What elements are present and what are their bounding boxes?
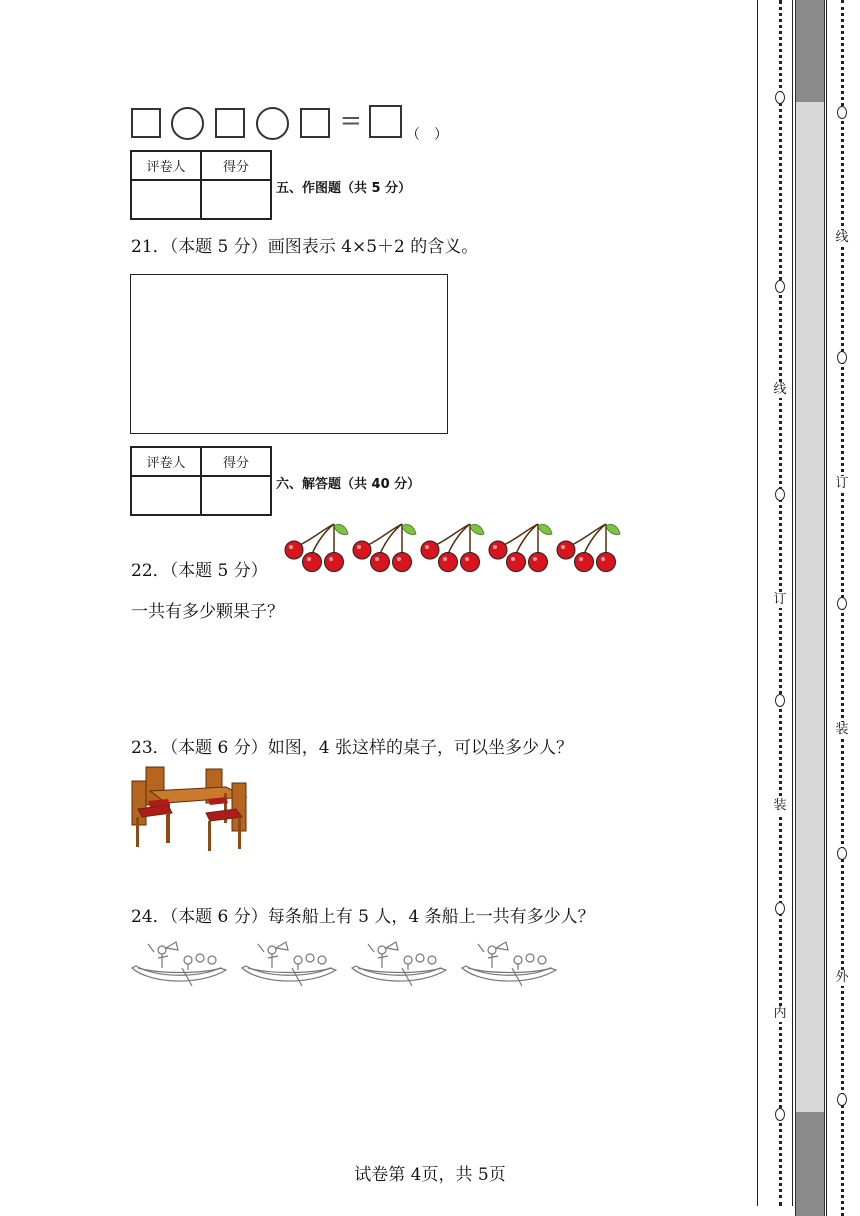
cherry-group-2	[353, 524, 416, 572]
binding-hole	[775, 694, 785, 707]
score-cell[interactable]	[201, 476, 271, 515]
question-23: 23．（本题 6 分）如图，4 张这样的桌子，可以坐多少人？	[131, 738, 573, 758]
binding-label-inner-2: 订	[773, 592, 787, 607]
blank-circle-2[interactable]	[256, 107, 289, 140]
binding-hole	[837, 847, 847, 860]
blank-square-3[interactable]	[300, 108, 330, 138]
score-label: 得分	[201, 151, 271, 180]
binding-hole	[775, 280, 785, 293]
binding-hole	[775, 91, 785, 104]
section-5-title: 五、作图题（共 5 分）	[276, 181, 412, 196]
question-21: 21．（本题 5 分）画图表示 4×5＋2 的含义。	[131, 237, 479, 257]
binding-hole	[775, 1108, 785, 1121]
binding-band	[795, 0, 825, 1216]
section-6-title: 六、解答题（共 40 分）	[276, 477, 421, 492]
grader-cell[interactable]	[131, 476, 201, 515]
binding-label-inner-3: 装	[773, 798, 787, 813]
binding-label-inner-1: 线	[773, 382, 787, 397]
question-22-sub: 一共有多少颗果子？	[131, 602, 284, 622]
binding-label-outer-2: 订	[835, 476, 849, 491]
blank-square-2[interactable]	[215, 108, 245, 138]
question-24: 24．（本题 6 分）每条船上有 5 人，4 条船上一共有多少人？	[131, 907, 595, 927]
boat-2	[242, 942, 336, 986]
binding-band-dark-top	[795, 0, 825, 102]
page-footer: 试卷第 4页，共 5页	[354, 1165, 506, 1185]
grader-label: 评卷人	[131, 151, 201, 180]
table-chairs-image	[128, 765, 253, 853]
binding-hole	[837, 597, 847, 610]
blank-square-1[interactable]	[131, 108, 161, 138]
blank-circle-1[interactable]	[171, 107, 204, 140]
equals-sign: =	[340, 106, 362, 136]
binding-label-outer-4: 外	[835, 970, 849, 985]
blank-square-result[interactable]	[369, 105, 402, 138]
boat-1	[132, 942, 226, 986]
grader-table-6	[130, 446, 272, 516]
grader-cell[interactable]	[131, 180, 201, 219]
binding-hole	[837, 1093, 847, 1106]
drawing-area[interactable]	[130, 274, 448, 434]
binding-hole	[775, 488, 785, 501]
boat-3	[352, 942, 446, 986]
boats-image	[130, 938, 570, 992]
binding-label-outer-1: 线	[835, 230, 849, 245]
binding-label-outer-3: 装	[835, 722, 849, 737]
binding-band-dark-bottom	[795, 1112, 825, 1216]
cherry-group-1	[285, 524, 348, 572]
cherry-group-5	[557, 524, 620, 572]
cherries-image	[280, 520, 625, 576]
cherry-group-4	[489, 524, 552, 572]
binding-hole	[837, 106, 847, 119]
binding-hole	[837, 351, 847, 364]
binding-hole	[775, 902, 785, 915]
score-cell[interactable]	[201, 180, 271, 219]
question-22: 22．（本题 5 分）	[131, 561, 268, 581]
answer-paren: （ ）	[406, 127, 448, 143]
grader-table-5	[130, 150, 272, 220]
score-label: 得分	[201, 447, 271, 476]
boat-4	[462, 942, 556, 986]
cherry-group-3	[421, 524, 484, 572]
binding-label-inner-4: 内	[773, 1006, 787, 1021]
grader-label: 评卷人	[131, 447, 201, 476]
